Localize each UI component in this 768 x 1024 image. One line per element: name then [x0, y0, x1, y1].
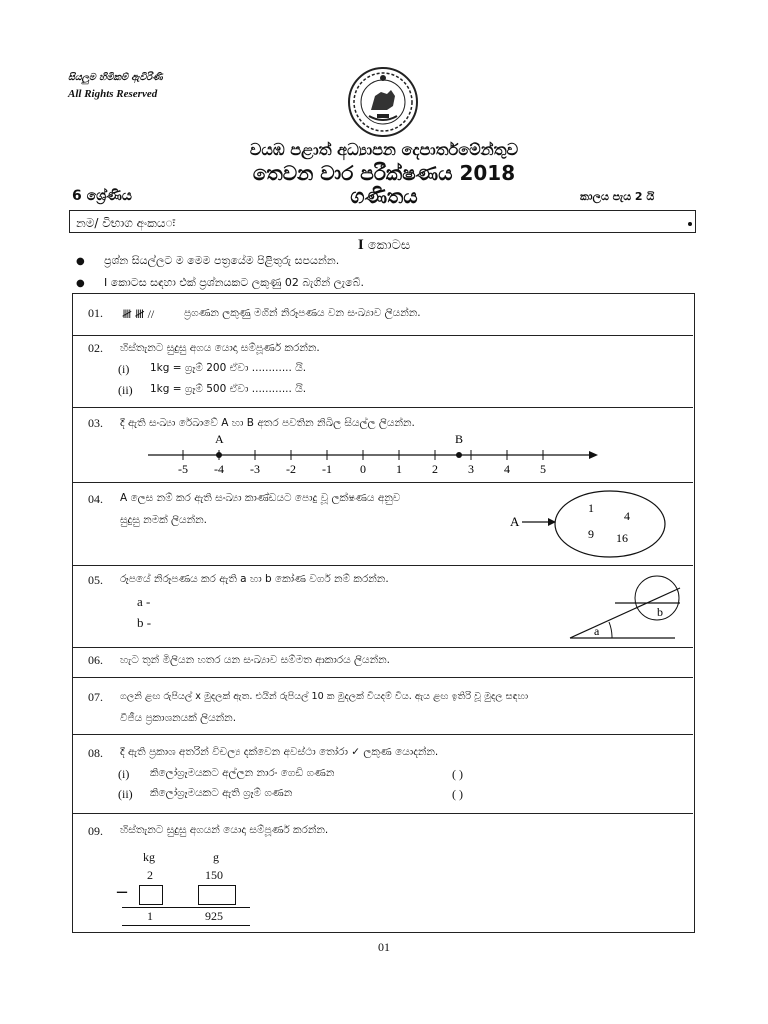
result-kg: 1 — [147, 909, 153, 923]
row-divider — [73, 565, 693, 566]
row-divider — [73, 734, 693, 735]
page-number: 01 — [378, 940, 390, 954]
column-head-kg: kg — [143, 850, 155, 864]
instruction-2: I කොටස සඳහා එක් ප්‍රශ්නයකට ලකුණු 02 බැගින් ලැබේ. — [104, 276, 364, 289]
row-divider — [73, 647, 693, 648]
question-number: 02. — [88, 341, 103, 355]
exam-title: තෙවන වාර පරීක්ෂණය 2018 — [252, 161, 516, 185]
minuend-kg: 2 — [147, 868, 153, 882]
question-text: ප්‍රගණන ලකුණු මගින් නිරූපණය වන සංඛ්‍යාව ලියන්න. — [184, 307, 421, 319]
question-text: A ලෙස නම් කර ඇති සංඛ්‍යා කාණ්ඩයට පොදු වූ ලක්ෂණය අනුව — [120, 492, 401, 504]
question-number: 08. — [88, 746, 103, 760]
question-text: හැට තුන් මිලියන හතර යන සංඛ්‍යාව සම්මත ආකාරය ලියන්න. — [120, 654, 390, 666]
column-head-g: g — [213, 850, 219, 864]
angle-label-a: a — [594, 624, 600, 638]
set-diagram — [500, 488, 685, 560]
answer-bracket[interactable]: ( ) — [452, 787, 463, 801]
subpart-label: (ii) — [118, 787, 133, 801]
sum-line-bottom — [122, 925, 250, 926]
question-text: හිස්තැනට සුදුසු අගය යොදා සම්පූර්ණ කරන්න. — [120, 342, 320, 354]
minus-sign: – — [117, 880, 127, 902]
answer-line-b: b - — [137, 615, 152, 630]
number-line-label: -5 — [178, 462, 188, 476]
number-line-label: 5 — [540, 462, 546, 476]
question-text: හිස්තැනට සුදුසු අගයන් යොදා සම්පූර්ණ කරන්න. — [120, 824, 329, 836]
question-number: 09. — [88, 824, 103, 838]
subpart-text: 1kg = ග්‍රෑම් 500 ඒවා ............ යි. — [150, 383, 307, 395]
question-number: 04. — [88, 492, 103, 506]
number-line-label: -4 — [214, 462, 224, 476]
subpart-label: (i) — [118, 362, 130, 376]
arrow-right-icon — [589, 451, 598, 459]
number-line-label: 3 — [468, 462, 474, 476]
name-label: නම/ විභාග අංකයः — [76, 216, 176, 230]
question-number: 03. — [88, 416, 103, 430]
question-number: 07. — [88, 690, 103, 704]
number-line — [140, 428, 610, 478]
instruction-1: ප්‍රශ්න සියල්ලට ම මෙම පත්‍රයේම පිළිතුරු සපයන්න. — [104, 254, 340, 267]
rights-english: All Rights Reserved — [68, 88, 158, 100]
row-divider — [73, 813, 693, 814]
number-line-label: 1 — [396, 462, 402, 476]
number-line-label: -3 — [250, 462, 260, 476]
point-a-label: A — [215, 432, 224, 446]
question-number: 01. — [88, 306, 103, 320]
row-divider — [73, 407, 693, 408]
set-element: 16 — [616, 531, 628, 545]
set-element: 4 — [624, 509, 630, 523]
sum-line-top — [122, 907, 250, 908]
bullet-icon: ● — [76, 256, 85, 267]
result-g: 925 — [205, 909, 223, 923]
subtrahend-kg-box[interactable] — [139, 885, 163, 905]
name-field[interactable] — [69, 210, 696, 233]
time-label: කාලය පැය 2 යි — [580, 190, 655, 203]
point-b-dot — [456, 452, 462, 458]
set-element: 9 — [588, 527, 594, 541]
question-text: ගලනි ළඟ රුපියල් x මුදලක් ඇත. එයින් රුපියල් 10 ක මුදලක් වියදම් විය. ඇය ළඟ ඉතිරි වූ මුදල සඳහා — [120, 691, 529, 702]
question-text: දී ඇති සංඛ්‍යා රේඛාවේ A හා B අතර පවතින නිඛිල සියල්ල ලියන්න. — [120, 417, 415, 429]
question-number: 05. — [88, 573, 103, 587]
number-line-label: 0 — [360, 462, 366, 476]
subpart-label: (ii) — [118, 383, 133, 397]
question-text: රූපයේ නිරූපණය කර ඇති a හා b කෝණ වර්ග නම් කරන්න. — [120, 573, 389, 585]
row-divider — [73, 335, 693, 336]
answer-line-a: a - — [137, 594, 151, 609]
angle-label-b: b — [657, 605, 663, 619]
question-number: 06. — [88, 653, 103, 667]
set-label: A — [510, 514, 520, 529]
bullet-icon: ● — [76, 278, 85, 289]
number-line-label: -2 — [286, 462, 296, 476]
part-roman: I — [357, 237, 364, 253]
row-divider — [73, 482, 693, 483]
question-text: සුදුසු නමක් ලියන්න. — [120, 514, 207, 526]
department-title: වයඹ පළාත් අධ්‍යාපන දෙපාර්තමේන්තුව — [249, 140, 519, 159]
tally-marks: 𝍸 𝍸 // — [122, 307, 155, 321]
angle-diagram — [560, 570, 690, 645]
subpart-label: (i) — [118, 767, 130, 781]
subtrahend-g-box[interactable] — [198, 885, 236, 905]
state-emblem-icon — [347, 66, 419, 138]
set-ellipse — [555, 491, 665, 557]
subject-title: ගණිතය — [350, 184, 418, 208]
set-element: 1 — [588, 501, 594, 515]
rights-sinhala: සියලුම හිමිකම් ඇවිරිණි — [68, 72, 163, 83]
angle-arc-a — [609, 622, 612, 638]
part-label: කොටස — [367, 238, 411, 253]
grade-label: 6 ශ්‍රේණිය — [72, 188, 132, 204]
number-line-label: -1 — [322, 462, 332, 476]
dot-mark — [688, 222, 692, 226]
part-heading — [0, 237, 768, 254]
question-text: දී ඇති ප්‍රකාශ අතරින් විචල්‍ය දක්වෙන අවස්ථා තෝරා ✓ ලකුණ යොදන්න. — [120, 746, 439, 758]
slant-line — [570, 588, 680, 638]
subpart-text: 1kg = ග්‍රෑම් 200 ඒවා ............ යි. — [150, 362, 307, 374]
number-line-label: 2 — [432, 462, 438, 476]
answer-bracket[interactable]: ( ) — [452, 767, 463, 781]
number-line-label: 4 — [504, 462, 510, 476]
question-text: වීජීය ප්‍රකාශනයක් ලියන්න. — [120, 712, 237, 724]
point-b-label: B — [455, 432, 464, 446]
point-a-dot — [216, 452, 222, 458]
minuend-g: 150 — [205, 868, 223, 882]
subpart-text: කිලෝග්‍රෑමයකට අල්ලන නාරං ගෙඩි ගණන — [150, 767, 335, 779]
row-divider — [73, 677, 693, 678]
subpart-text: කිලෝග්‍රෑමයකට ඇති ග්‍රෑම් ගණන — [150, 787, 293, 799]
